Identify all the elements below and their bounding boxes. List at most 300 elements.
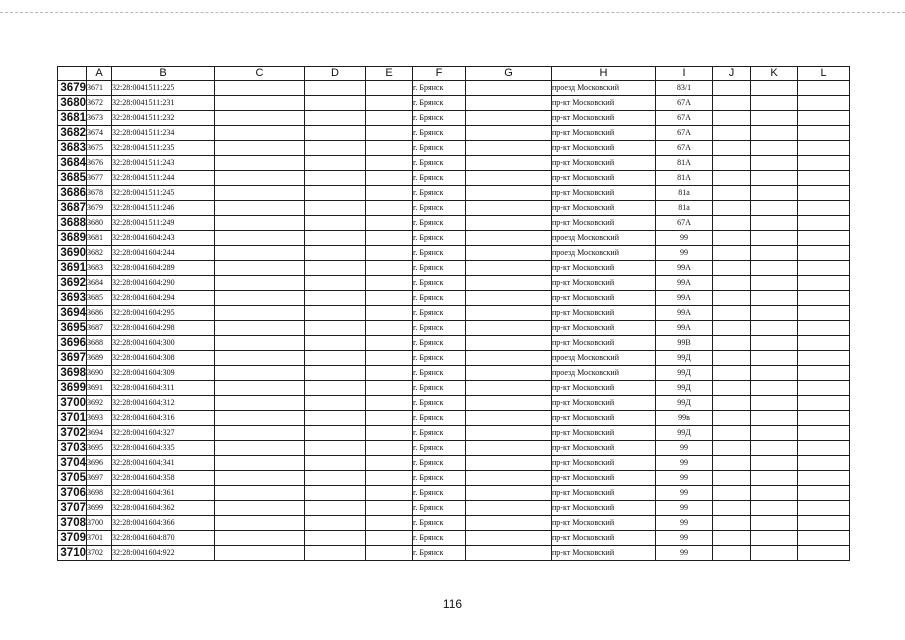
table-row: [58, 201, 850, 216]
cell-a: 3688: [87, 336, 112, 351]
row-number: 3682: [58, 126, 87, 141]
cell-i: 67А: [656, 126, 713, 141]
cell-k: [751, 351, 798, 366]
cell-b: 32:28:0041604:362: [112, 501, 215, 516]
cell-a: 3689: [87, 351, 112, 366]
row-number: 3702: [58, 426, 87, 441]
cell-l: [798, 306, 850, 321]
cell-c: [215, 111, 305, 126]
cell-b: 32:28:0041604:870: [112, 531, 215, 546]
cell-k: [751, 321, 798, 336]
cell-c: [215, 516, 305, 531]
cell-e: [366, 411, 413, 426]
cell-j: [713, 201, 751, 216]
cell-j: [713, 306, 751, 321]
cell-j: [713, 546, 751, 561]
table-row: [58, 471, 850, 486]
cell-h: пр-кт Московский: [552, 96, 656, 111]
row-number: 3704: [58, 456, 87, 471]
cell-a: 3675: [87, 141, 112, 156]
cell-k: [751, 156, 798, 171]
cell-d: [305, 441, 366, 456]
cell-f: г. Брянск: [413, 276, 466, 291]
cell-j: [713, 261, 751, 276]
column-header-b: B: [112, 67, 215, 81]
cell-a: 3701: [87, 531, 112, 546]
cell-i: 67А: [656, 216, 713, 231]
cell-k: [751, 171, 798, 186]
cell-k: [751, 276, 798, 291]
row-number: 3690: [58, 246, 87, 261]
cell-f: г. Брянск: [413, 201, 466, 216]
row-number: 3681: [58, 111, 87, 126]
cell-e: [366, 216, 413, 231]
cell-a: 3696: [87, 456, 112, 471]
cell-i: 99: [656, 231, 713, 246]
cell-a: 3698: [87, 486, 112, 501]
cell-e: [366, 381, 413, 396]
cell-f: г. Брянск: [413, 411, 466, 426]
cell-e: [366, 246, 413, 261]
cell-l: [798, 111, 850, 126]
cell-k: [751, 126, 798, 141]
cell-f: г. Брянск: [413, 321, 466, 336]
cell-e: [366, 336, 413, 351]
cell-i: 99: [656, 516, 713, 531]
cell-c: [215, 351, 305, 366]
cell-f: г. Брянск: [413, 171, 466, 186]
cell-d: [305, 111, 366, 126]
cell-f: г. Брянск: [413, 366, 466, 381]
cell-j: [713, 351, 751, 366]
cell-b: 32:28:0041604:244: [112, 246, 215, 261]
cell-f: г. Брянск: [413, 156, 466, 171]
cell-g: [466, 411, 552, 426]
cell-l: [798, 366, 850, 381]
cell-g: [466, 156, 552, 171]
cell-l: [798, 261, 850, 276]
cell-b: 32:28:0041511:244: [112, 171, 215, 186]
cell-e: [366, 531, 413, 546]
cell-g: [466, 246, 552, 261]
cell-k: [751, 441, 798, 456]
cell-d: [305, 156, 366, 171]
cell-b: 32:28:0041511:243: [112, 156, 215, 171]
cell-i: 67А: [656, 111, 713, 126]
cell-b: 32:28:0041604:289: [112, 261, 215, 276]
cell-g: [466, 291, 552, 306]
cell-f: г. Брянск: [413, 546, 466, 561]
cell-k: [751, 261, 798, 276]
cell-a: 3690: [87, 366, 112, 381]
cell-d: [305, 141, 366, 156]
cell-j: [713, 246, 751, 261]
cell-k: [751, 306, 798, 321]
cell-j: [713, 441, 751, 456]
cell-b: 32:28:0041604:311: [112, 381, 215, 396]
column-header-k: K: [751, 67, 798, 81]
cell-j: [713, 216, 751, 231]
column-header-j: J: [713, 67, 751, 81]
cell-a: 3682: [87, 246, 112, 261]
cell-i: 67А: [656, 96, 713, 111]
cell-j: [713, 81, 751, 96]
cell-c: [215, 426, 305, 441]
column-header-i: I: [656, 67, 713, 81]
cell-i: 99А: [656, 291, 713, 306]
cell-c: [215, 306, 305, 321]
table-row: [58, 381, 850, 396]
cell-h: пр-кт Московский: [552, 411, 656, 426]
cell-a: 3672: [87, 96, 112, 111]
cell-k: [751, 501, 798, 516]
row-number: 3680: [58, 96, 87, 111]
cell-i: 99: [656, 531, 713, 546]
row-number: 3708: [58, 516, 87, 531]
cell-b: 32:28:0041511:234: [112, 126, 215, 141]
cell-d: [305, 501, 366, 516]
cell-h: пр-кт Московский: [552, 156, 656, 171]
cell-e: [366, 276, 413, 291]
cell-b: 32:28:0041604:316: [112, 411, 215, 426]
cell-d: [305, 531, 366, 546]
cell-e: [366, 426, 413, 441]
cell-l: [798, 201, 850, 216]
cell-a: 3687: [87, 321, 112, 336]
cell-k: [751, 141, 798, 156]
cell-c: [215, 336, 305, 351]
cell-f: г. Брянск: [413, 126, 466, 141]
cell-d: [305, 81, 366, 96]
cell-a: 3679: [87, 201, 112, 216]
cell-e: [366, 261, 413, 276]
cell-c: [215, 396, 305, 411]
cell-f: г. Брянск: [413, 516, 466, 531]
row-number: 3688: [58, 216, 87, 231]
cell-j: [713, 426, 751, 441]
cell-k: [751, 546, 798, 561]
cell-b: 32:28:0041604:298: [112, 321, 215, 336]
cell-d: [305, 366, 366, 381]
cell-h: пр-кт Московский: [552, 171, 656, 186]
table-row: [58, 246, 850, 261]
cell-b: 32:28:0041604:358: [112, 471, 215, 486]
cell-b: 32:28:0041511:249: [112, 216, 215, 231]
cell-h: проезд Московский: [552, 366, 656, 381]
cell-i: 81а: [656, 201, 713, 216]
cell-j: [713, 471, 751, 486]
cell-f: г. Брянск: [413, 471, 466, 486]
cell-j: [713, 111, 751, 126]
cell-h: пр-кт Московский: [552, 546, 656, 561]
cell-g: [466, 531, 552, 546]
cell-j: [713, 411, 751, 426]
cell-a: 3686: [87, 306, 112, 321]
cell-f: г. Брянск: [413, 531, 466, 546]
cell-b: 32:28:0041511:225: [112, 81, 215, 96]
cell-h: пр-кт Московский: [552, 276, 656, 291]
cell-l: [798, 321, 850, 336]
cell-c: [215, 546, 305, 561]
cell-i: 99: [656, 546, 713, 561]
cell-l: [798, 186, 850, 201]
cell-k: [751, 246, 798, 261]
row-number: 3691: [58, 261, 87, 276]
row-number: 3687: [58, 201, 87, 216]
cell-i: 83/1: [656, 81, 713, 96]
cell-i: 81А: [656, 156, 713, 171]
cell-e: [366, 306, 413, 321]
cell-e: [366, 471, 413, 486]
cell-d: [305, 336, 366, 351]
table-row: [58, 546, 850, 561]
cell-e: [366, 171, 413, 186]
cell-b: 32:28:0041604:300: [112, 336, 215, 351]
cell-h: пр-кт Московский: [552, 501, 656, 516]
table-row: [58, 336, 850, 351]
cell-l: [798, 546, 850, 561]
table-row: [58, 501, 850, 516]
cell-c: [215, 186, 305, 201]
row-number: 3699: [58, 381, 87, 396]
table-row: [58, 141, 850, 156]
cell-g: [466, 201, 552, 216]
table-row: [58, 456, 850, 471]
cell-e: [366, 231, 413, 246]
cell-l: [798, 471, 850, 486]
cell-k: [751, 111, 798, 126]
cell-b: 32:28:0041511:235: [112, 141, 215, 156]
cell-j: [713, 516, 751, 531]
cell-h: пр-кт Московский: [552, 381, 656, 396]
cell-g: [466, 516, 552, 531]
cell-b: 32:28:0041604:294: [112, 291, 215, 306]
cell-h: пр-кт Московский: [552, 441, 656, 456]
cell-f: г. Брянск: [413, 336, 466, 351]
row-number: 3696: [58, 336, 87, 351]
cell-h: пр-кт Московский: [552, 291, 656, 306]
cell-g: [466, 81, 552, 96]
cell-d: [305, 291, 366, 306]
cell-c: [215, 411, 305, 426]
cell-l: [798, 246, 850, 261]
cell-d: [305, 276, 366, 291]
cell-d: [305, 516, 366, 531]
cell-l: [798, 456, 850, 471]
table-row: [58, 156, 850, 171]
cell-g: [466, 216, 552, 231]
cell-g: [466, 426, 552, 441]
cell-c: [215, 141, 305, 156]
cell-l: [798, 141, 850, 156]
cell-g: [466, 321, 552, 336]
cell-d: [305, 306, 366, 321]
table-row: [58, 186, 850, 201]
cell-a: 3676: [87, 156, 112, 171]
cell-g: [466, 396, 552, 411]
cell-l: [798, 426, 850, 441]
cell-i: 99Д: [656, 366, 713, 381]
cell-b: 32:28:0041604:290: [112, 276, 215, 291]
cell-a: 3673: [87, 111, 112, 126]
cell-a: 3695: [87, 441, 112, 456]
cell-l: [798, 126, 850, 141]
row-number: 3705: [58, 471, 87, 486]
cell-k: [751, 531, 798, 546]
table-row: [58, 516, 850, 531]
cell-c: [215, 81, 305, 96]
cell-l: [798, 96, 850, 111]
row-number: 3693: [58, 291, 87, 306]
cell-d: [305, 231, 366, 246]
cell-b: 32:28:0041604:295: [112, 306, 215, 321]
cell-h: пр-кт Московский: [552, 516, 656, 531]
table-row: [58, 216, 850, 231]
cell-f: г. Брянск: [413, 216, 466, 231]
table-row: [58, 126, 850, 141]
cell-b: 32:28:0041604:312: [112, 396, 215, 411]
cell-l: [798, 381, 850, 396]
cell-f: г. Брянск: [413, 396, 466, 411]
cell-h: пр-кт Московский: [552, 456, 656, 471]
column-header-l: L: [798, 67, 850, 81]
cell-j: [713, 366, 751, 381]
column-header-a: A: [87, 67, 112, 81]
cell-g: [466, 381, 552, 396]
cell-a: 3693: [87, 411, 112, 426]
cell-j: [713, 276, 751, 291]
cell-i: 99Д: [656, 351, 713, 366]
table-row: [58, 351, 850, 366]
cell-j: [713, 336, 751, 351]
cell-k: [751, 96, 798, 111]
cell-d: [305, 426, 366, 441]
cell-b: 32:28:0041604:361: [112, 486, 215, 501]
table-row: [58, 441, 850, 456]
cell-j: [713, 126, 751, 141]
cell-e: [366, 516, 413, 531]
cell-j: [713, 96, 751, 111]
cell-j: [713, 156, 751, 171]
row-number: 3701: [58, 411, 87, 426]
row-number: 3686: [58, 186, 87, 201]
cell-c: [215, 486, 305, 501]
cell-k: [751, 81, 798, 96]
cell-g: [466, 501, 552, 516]
row-number: 3700: [58, 396, 87, 411]
cell-a: 3692: [87, 396, 112, 411]
cell-i: 99Д: [656, 396, 713, 411]
cell-i: 99: [656, 441, 713, 456]
cell-g: [466, 336, 552, 351]
cell-g: [466, 546, 552, 561]
cell-e: [366, 81, 413, 96]
cell-a: 3684: [87, 276, 112, 291]
row-number: 3707: [58, 501, 87, 516]
cell-c: [215, 126, 305, 141]
cell-k: [751, 186, 798, 201]
cell-j: [713, 486, 751, 501]
cell-d: [305, 351, 366, 366]
cell-h: пр-кт Московский: [552, 141, 656, 156]
cell-g: [466, 141, 552, 156]
cell-j: [713, 291, 751, 306]
cell-e: [366, 96, 413, 111]
cell-h: проезд Московский: [552, 351, 656, 366]
cell-e: [366, 351, 413, 366]
cell-a: 3699: [87, 501, 112, 516]
table-row: [58, 486, 850, 501]
cell-l: [798, 336, 850, 351]
cell-e: [366, 321, 413, 336]
cell-b: 32:28:0041604:366: [112, 516, 215, 531]
cell-d: [305, 321, 366, 336]
cell-d: [305, 411, 366, 426]
cell-e: [366, 141, 413, 156]
cell-l: [798, 276, 850, 291]
cell-d: [305, 126, 366, 141]
table-row: [58, 231, 850, 246]
cell-l: [798, 231, 850, 246]
cell-b: 32:28:0041604:922: [112, 546, 215, 561]
table-row: [58, 261, 850, 276]
cell-b: 32:28:0041604:341: [112, 456, 215, 471]
cell-k: [751, 201, 798, 216]
row-number: 3697: [58, 351, 87, 366]
cell-c: [215, 321, 305, 336]
page-number: 116: [442, 597, 463, 611]
column-header-h: H: [552, 67, 656, 81]
cell-j: [713, 186, 751, 201]
cell-c: [215, 231, 305, 246]
cell-c: [215, 381, 305, 396]
cell-g: [466, 366, 552, 381]
cell-h: пр-кт Московский: [552, 471, 656, 486]
cell-g: [466, 111, 552, 126]
cell-g: [466, 171, 552, 186]
column-header-e: E: [366, 67, 413, 81]
cell-i: 99Д: [656, 381, 713, 396]
cell-k: [751, 411, 798, 426]
cell-g: [466, 456, 552, 471]
cell-a: 3700: [87, 516, 112, 531]
cell-g: [466, 261, 552, 276]
table-row: [58, 276, 850, 291]
cell-h: пр-кт Московский: [552, 396, 656, 411]
cell-h: пр-кт Московский: [552, 201, 656, 216]
cell-l: [798, 81, 850, 96]
cell-i: 99: [656, 456, 713, 471]
cell-i: 99: [656, 486, 713, 501]
cell-i: 99А: [656, 321, 713, 336]
cell-a: 3683: [87, 261, 112, 276]
cell-d: [305, 96, 366, 111]
row-number: 3695: [58, 321, 87, 336]
cell-c: [215, 471, 305, 486]
column-header-row: [58, 67, 850, 81]
cell-j: [713, 231, 751, 246]
cell-f: г. Брянск: [413, 381, 466, 396]
cell-h: пр-кт Московский: [552, 486, 656, 501]
cell-k: [751, 426, 798, 441]
cell-f: г. Брянск: [413, 306, 466, 321]
table-row: [58, 291, 850, 306]
cell-l: [798, 351, 850, 366]
cell-f: г. Брянск: [413, 261, 466, 276]
cell-h: проезд Московский: [552, 231, 656, 246]
cell-e: [366, 441, 413, 456]
cell-c: [215, 531, 305, 546]
